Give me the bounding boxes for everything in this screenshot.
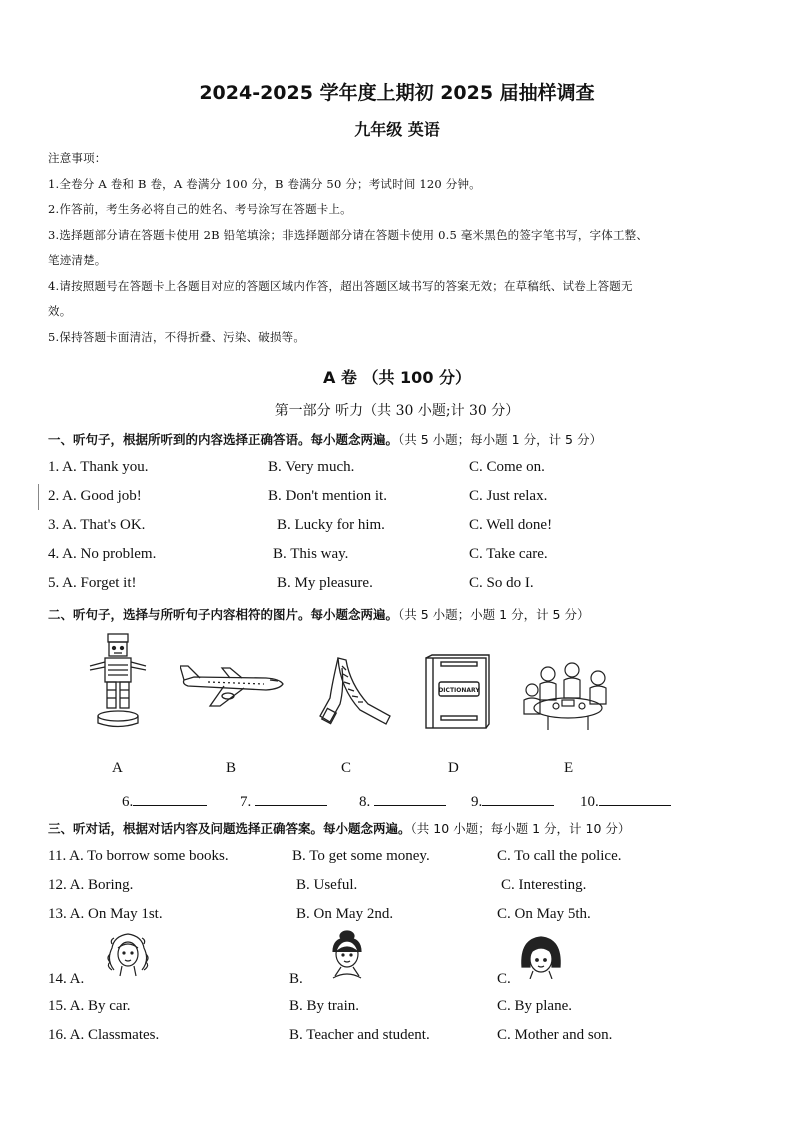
blank-line [482,791,554,806]
bob-hair-girl-icon [518,933,564,979]
notice-line: 笔迹清楚。 [48,253,107,267]
q3-option-c: C. Well done! [469,517,553,533]
q16-option-b: B. Teacher and student. [289,1027,430,1043]
q4-option-a: 4. A. No problem. [48,546,157,562]
q12-option-b: B. Useful. [296,877,358,893]
answer-blank-6[interactable] [122,791,207,811]
q15-option-b: B. By train. [289,998,359,1014]
q11-option-c: C. To call the police. [497,848,622,864]
curly-hair-woman-icon [104,930,152,978]
picture-label-e: E [564,760,574,776]
q12-option-a: 12. A. Boring. [48,877,134,893]
blank-line [599,791,671,806]
blank-number: 9. [471,794,483,810]
section3-note: （共 10 小题；每小题 1 分，计 10 分） [410,821,631,836]
q13-option-b: B. On May 2nd. [296,906,394,922]
q14-option-a: 14. A. [48,971,85,987]
answer-blank-9[interactable] [471,791,554,811]
q11-option-b: B. To get some money. [292,848,430,864]
q5-option-c: C. So do I. [469,575,534,591]
q1-option-c: C. Come on. [469,459,545,475]
blank-number: 10. [580,794,599,810]
notice-heading: 注意事项： [48,151,107,165]
dictionary-book-icon [423,654,493,730]
q11-option-a: 11. A. To borrow some books. [48,848,229,864]
notice-line: 5.保持答题卡面清洁，不得折叠、污染、破损等。 [48,330,306,344]
notice-line: 效。 [48,304,72,318]
blank-number: 7. [240,794,252,810]
section3-heading [48,819,630,837]
q15-option-c: C. By plane. [497,998,572,1014]
section2-heading-text: 二、听句子，选择与所听句子内容相符的图片。每小题念两遍。 [48,607,399,622]
section2-note: （共 5 小题；小题 1 分，计 5 分） [398,607,590,622]
part1-title: 第一部分 听力（共 30 小题;计 30 分） [274,403,520,419]
q16-option-c: C. Mother and son. [497,1027,613,1043]
dictionary-label: DICTIONARY [438,687,480,694]
airplane-icon [180,660,286,710]
section1-heading-text: 一、听句子，根据所听到的内容选择正确答语。每小题念两遍。 [48,432,399,447]
exam-subtitle: 九年级 英语 [354,120,440,139]
picture-label-c: C [341,760,352,776]
blank-number: 6. [122,794,134,810]
blank-line [133,791,207,806]
zipper-icon [316,654,392,726]
notice-line: 2.作答前，考生务必将自己的姓名、考号涂写在答题卡上。 [48,202,352,216]
family-dinner-icon [518,660,618,732]
q15-option-a: 15. A. By car. [48,998,131,1014]
q2-option-c: C. Just relax. [469,488,548,504]
q5-option-a: 5. A. Forget it! [48,575,137,591]
notice-line: 1.全卷分 A 卷和 B 卷，A 卷满分 100 分，B 卷满分 50 分；考试时间 120 分钟。 [48,177,481,191]
margin-mark [38,484,39,510]
q16-option-a: 16. A. Classmates. [48,1027,160,1043]
q1-option-a: 1. A. Thank you. [48,459,149,475]
exam-title: 2024-2025 学年度上期初 2025 届抽样调查 [199,82,595,104]
q2-option-a: 2. A. Good job! [48,488,142,504]
q4-option-b: B. This way. [273,546,349,562]
q5-option-b: B. My pleasure. [277,575,373,591]
picture-label-a: A [112,760,123,776]
q2-option-b: B. Don't mention it. [268,488,387,504]
q14-option-b: B. [289,971,303,987]
q3-option-a: 3. A. That's OK. [48,517,146,533]
picture-label-d: D [448,760,459,776]
blank-line [255,791,327,806]
answer-blank-8[interactable] [359,791,446,811]
q12-option-c: C. Interesting. [501,877,587,893]
q13-option-a: 13. A. On May 1st. [48,906,163,922]
bun-hair-woman-icon [325,930,369,980]
q1-option-b: B. Very much. [268,459,355,475]
notice-line: 4.请按照题号在答题卡上各题目对应的答题区域内作答，超出答题区域书写的答案无效；在草稿纸、试卷上答题无 [48,279,633,293]
section1-note: （共 5 小题；每小题 1 分，计 5 分） [398,432,602,447]
q4-option-c: C. Take care. [469,546,548,562]
blank-line [374,791,446,806]
paper-a-title: A 卷 （共 100 分） [322,368,472,387]
section2-heading [48,605,589,623]
picture-label-b: B [226,760,237,776]
section3-heading-text: 三、听对话，根据对话内容及问题选择正确答案。每小题念两遍。 [48,821,411,836]
blank-number: 8. [359,794,371,810]
answer-blank-7[interactable] [240,791,327,811]
robot-statue-icon [88,632,148,730]
q13-option-c: C. On May 5th. [497,906,591,922]
section1-heading [48,430,602,448]
notice-line: 3.选择题部分请在答题卡使用 2B 铅笔填涂；非选择题部分请在答题卡使用 0.5 毫米黑色的签字笔书写，字体工整、 [48,228,649,242]
answer-blank-10[interactable] [580,791,671,811]
q3-option-b: B. Lucky for him. [277,517,385,533]
q14-option-c: C. [497,971,511,987]
